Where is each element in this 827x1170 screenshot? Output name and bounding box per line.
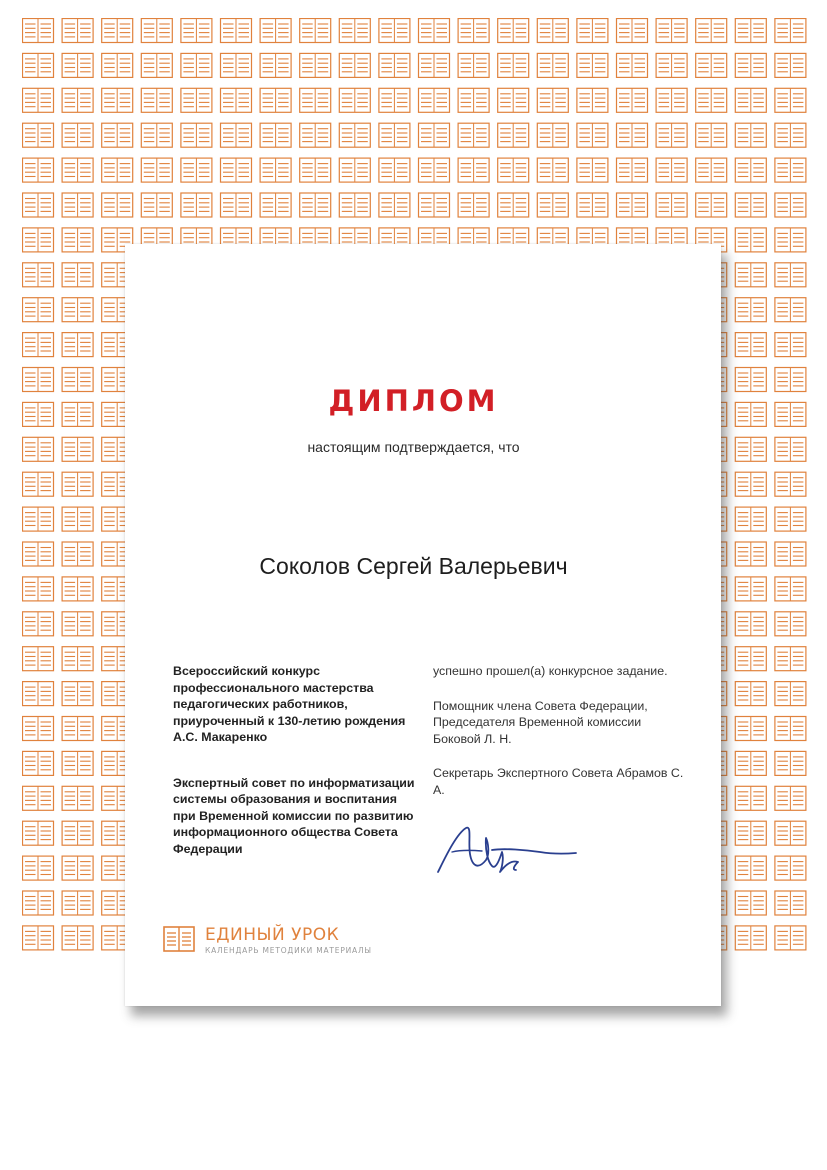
open-book-icon [141,193,172,217]
open-book-icon [696,53,727,77]
open-book-icon [379,19,410,43]
open-book-icon [419,158,450,182]
open-book-icon [221,19,252,43]
diploma-title: ДИПЛОМ [328,384,499,418]
open-book-icon [775,19,806,43]
open-book-icon [775,123,806,147]
open-book-icon [23,856,54,880]
open-book-icon [537,193,568,217]
open-book-icon [775,612,806,636]
open-book-icon [141,158,172,182]
open-book-icon [62,647,93,671]
open-book-icon [656,193,687,217]
open-book-icon [23,891,54,915]
open-book-icon [23,298,54,322]
open-book-icon [339,53,370,77]
open-book-icon [458,19,489,43]
open-book-icon [23,577,54,601]
open-book-icon [656,53,687,77]
open-book-icon [141,88,172,112]
open-book-icon [696,158,727,182]
open-book-icon [23,751,54,775]
open-book-icon [379,88,410,112]
open-book-icon [577,158,608,182]
open-book-icon [23,612,54,636]
open-book-icon [221,88,252,112]
open-book-icon [735,507,766,531]
open-book-icon [419,88,450,112]
open-book-icon [379,53,410,77]
open-book-icon [221,123,252,147]
issuer-column [173,663,418,857]
open-book-icon [458,158,489,182]
open-book-icon [419,193,450,217]
result-text: успешно прошел(а) конкурсное задание. [433,664,668,678]
open-book-icon [62,298,93,322]
open-book-icon [735,856,766,880]
open-book-icon [735,612,766,636]
council-name: Экспертный совет по информатизации системы образования и воспитания при Временной комиссии по развитию информационного общества Совета Федерации [173,775,415,856]
open-book-icon [735,158,766,182]
open-book-icon [379,158,410,182]
open-book-icon [696,88,727,112]
open-book-icon [458,123,489,147]
open-book-icon [617,53,648,77]
open-book-icon [102,123,133,147]
open-book-icon [300,19,331,43]
open-book-icon [221,158,252,182]
open-book-icon [23,786,54,810]
secretary-signatory: Секретарь Экспертного Совета Абрамов С. А. [433,766,684,797]
open-book-icon [23,472,54,496]
open-book-icon [775,926,806,950]
open-book-icon [735,472,766,496]
open-book-icon [735,891,766,915]
open-book-icon [62,612,93,636]
open-book-icon [498,19,529,43]
open-book-icon [577,53,608,77]
open-book-icon [141,53,172,77]
open-book-icon [62,123,93,147]
open-book-icon [775,228,806,252]
open-book-icon [23,926,54,950]
open-book-icon [62,228,93,252]
open-book-icon [735,193,766,217]
open-book-icon [300,193,331,217]
open-book-icon [181,158,212,182]
open-book-icon [656,19,687,43]
open-book-icon [23,647,54,671]
open-book-icon [102,158,133,182]
logo-tagline: КАЛЕНДАРЬ МЕТОДИКИ МАТЕРИАЛЫ [205,946,372,955]
open-book-icon [577,193,608,217]
open-book-icon [735,786,766,810]
open-book-icon [775,717,806,741]
open-book-icon [23,333,54,357]
open-book-icon [775,472,806,496]
open-book-icon [458,193,489,217]
open-book-icon [775,856,806,880]
open-book-icon [775,682,806,706]
open-book-icon [537,19,568,43]
open-book-icon [735,647,766,671]
open-book-icon [419,53,450,77]
open-book-icon [617,19,648,43]
open-book-icon [62,53,93,77]
open-book-icon [181,193,212,217]
handwritten-signature [430,820,580,890]
open-book-icon [23,821,54,845]
open-book-icon [617,158,648,182]
open-book-icon [221,193,252,217]
open-book-icon [775,88,806,112]
recipient-name: Соколов Сергей Валерьевич [259,553,568,579]
result-column [433,663,688,798]
open-book-icon [62,751,93,775]
open-book-icon [617,88,648,112]
open-book-icon [498,53,529,77]
open-book-icon [577,123,608,147]
open-book-icon [23,228,54,252]
open-book-icon [62,19,93,43]
open-book-icon [62,926,93,950]
open-book-icon [735,577,766,601]
open-book-icon [339,19,370,43]
open-book-icon [23,158,54,182]
diploma-subtitle: настоящим подтверждается, что [307,439,520,455]
open-book-icon [102,19,133,43]
open-book-icon [260,88,291,112]
open-book-icon [735,717,766,741]
open-book-icon [775,577,806,601]
open-book-icon [260,158,291,182]
open-book-icon [577,19,608,43]
open-book-icon [62,193,93,217]
open-book-icon [775,786,806,810]
open-book-icon [62,88,93,112]
open-book-icon [23,19,54,43]
open-book-icon [102,53,133,77]
open-book-icon [735,263,766,287]
open-book-icon [735,88,766,112]
open-book-icon [62,717,93,741]
open-book-icon [181,88,212,112]
open-book-icon [62,577,93,601]
open-book-icon [735,821,766,845]
open-book-icon [23,123,54,147]
open-book-icon [62,263,93,287]
contest-name: Всероссийский конкурс профессионального мастерства педагогических работников, приуроченный к 130-летию рождения А.С. Макаренко [173,664,406,744]
open-book-icon [379,193,410,217]
open-book-icon [62,821,93,845]
open-book-icon [23,682,54,706]
open-book-icon [775,53,806,77]
open-book-icon [735,228,766,252]
open-book-icon [537,53,568,77]
open-book-icon [617,123,648,147]
book-logo-icon [163,926,195,952]
open-book-icon [300,53,331,77]
open-book-icon [339,193,370,217]
open-book-icon [181,19,212,43]
open-book-icon [656,88,687,112]
open-book-icon [141,19,172,43]
open-book-icon [300,158,331,182]
open-book-icon [775,333,806,357]
open-book-icon [735,926,766,950]
open-book-icon [141,123,172,147]
open-book-icon [537,158,568,182]
open-book-icon [775,263,806,287]
open-book-icon [775,821,806,845]
open-book-icon [735,298,766,322]
open-book-icon [23,88,54,112]
open-book-icon [23,193,54,217]
open-book-icon [62,786,93,810]
open-book-icon [498,158,529,182]
open-book-icon [735,123,766,147]
open-book-icon [656,123,687,147]
open-book-icon [419,123,450,147]
open-book-icon [23,263,54,287]
open-book-icon [300,123,331,147]
open-book-icon [775,193,806,217]
open-book-icon [656,158,687,182]
open-book-icon [458,88,489,112]
open-book-icon [498,123,529,147]
open-book-icon [102,193,133,217]
open-book-icon [62,682,93,706]
open-book-icon [62,158,93,182]
open-book-icon [62,333,93,357]
open-book-icon [300,88,331,112]
open-book-icon [339,88,370,112]
logo-name: ЕДИНЫЙ УРОК [205,925,340,945]
open-book-icon [696,193,727,217]
open-book-icon [23,53,54,77]
open-book-icon [379,123,410,147]
open-book-icon [498,88,529,112]
open-book-icon [62,472,93,496]
open-book-icon [735,751,766,775]
open-book-icon [696,19,727,43]
open-book-icon [617,193,648,217]
open-book-icon [537,123,568,147]
open-book-icon [735,19,766,43]
open-book-icon [339,158,370,182]
open-book-icon [62,507,93,531]
open-book-icon [696,123,727,147]
open-book-icon [260,123,291,147]
open-book-icon [62,891,93,915]
open-book-icon [260,193,291,217]
open-book-icon [339,123,370,147]
open-book-icon [775,891,806,915]
open-book-icon [458,53,489,77]
open-book-icon [221,53,252,77]
open-book-icon [775,507,806,531]
open-book-icon [102,88,133,112]
open-book-icon [735,333,766,357]
open-book-icon [23,507,54,531]
open-book-icon [181,53,212,77]
open-book-icon [775,751,806,775]
logo [163,924,393,964]
open-book-icon [537,88,568,112]
open-book-icon [775,158,806,182]
open-book-icon [62,856,93,880]
open-book-icon [577,88,608,112]
open-book-icon [735,682,766,706]
open-book-icon [181,123,212,147]
open-book-icon [23,717,54,741]
open-book-icon [498,193,529,217]
open-book-icon [775,298,806,322]
open-book-icon [419,19,450,43]
open-book-icon [775,647,806,671]
diploma-card [125,244,721,1006]
open-book-icon [260,19,291,43]
open-book-icon [260,53,291,77]
open-book-icon [735,53,766,77]
chair-signatory: Помощник члена Совета Федерации, Председателя Временной комиссии Боковой Л. Н. [433,698,648,746]
